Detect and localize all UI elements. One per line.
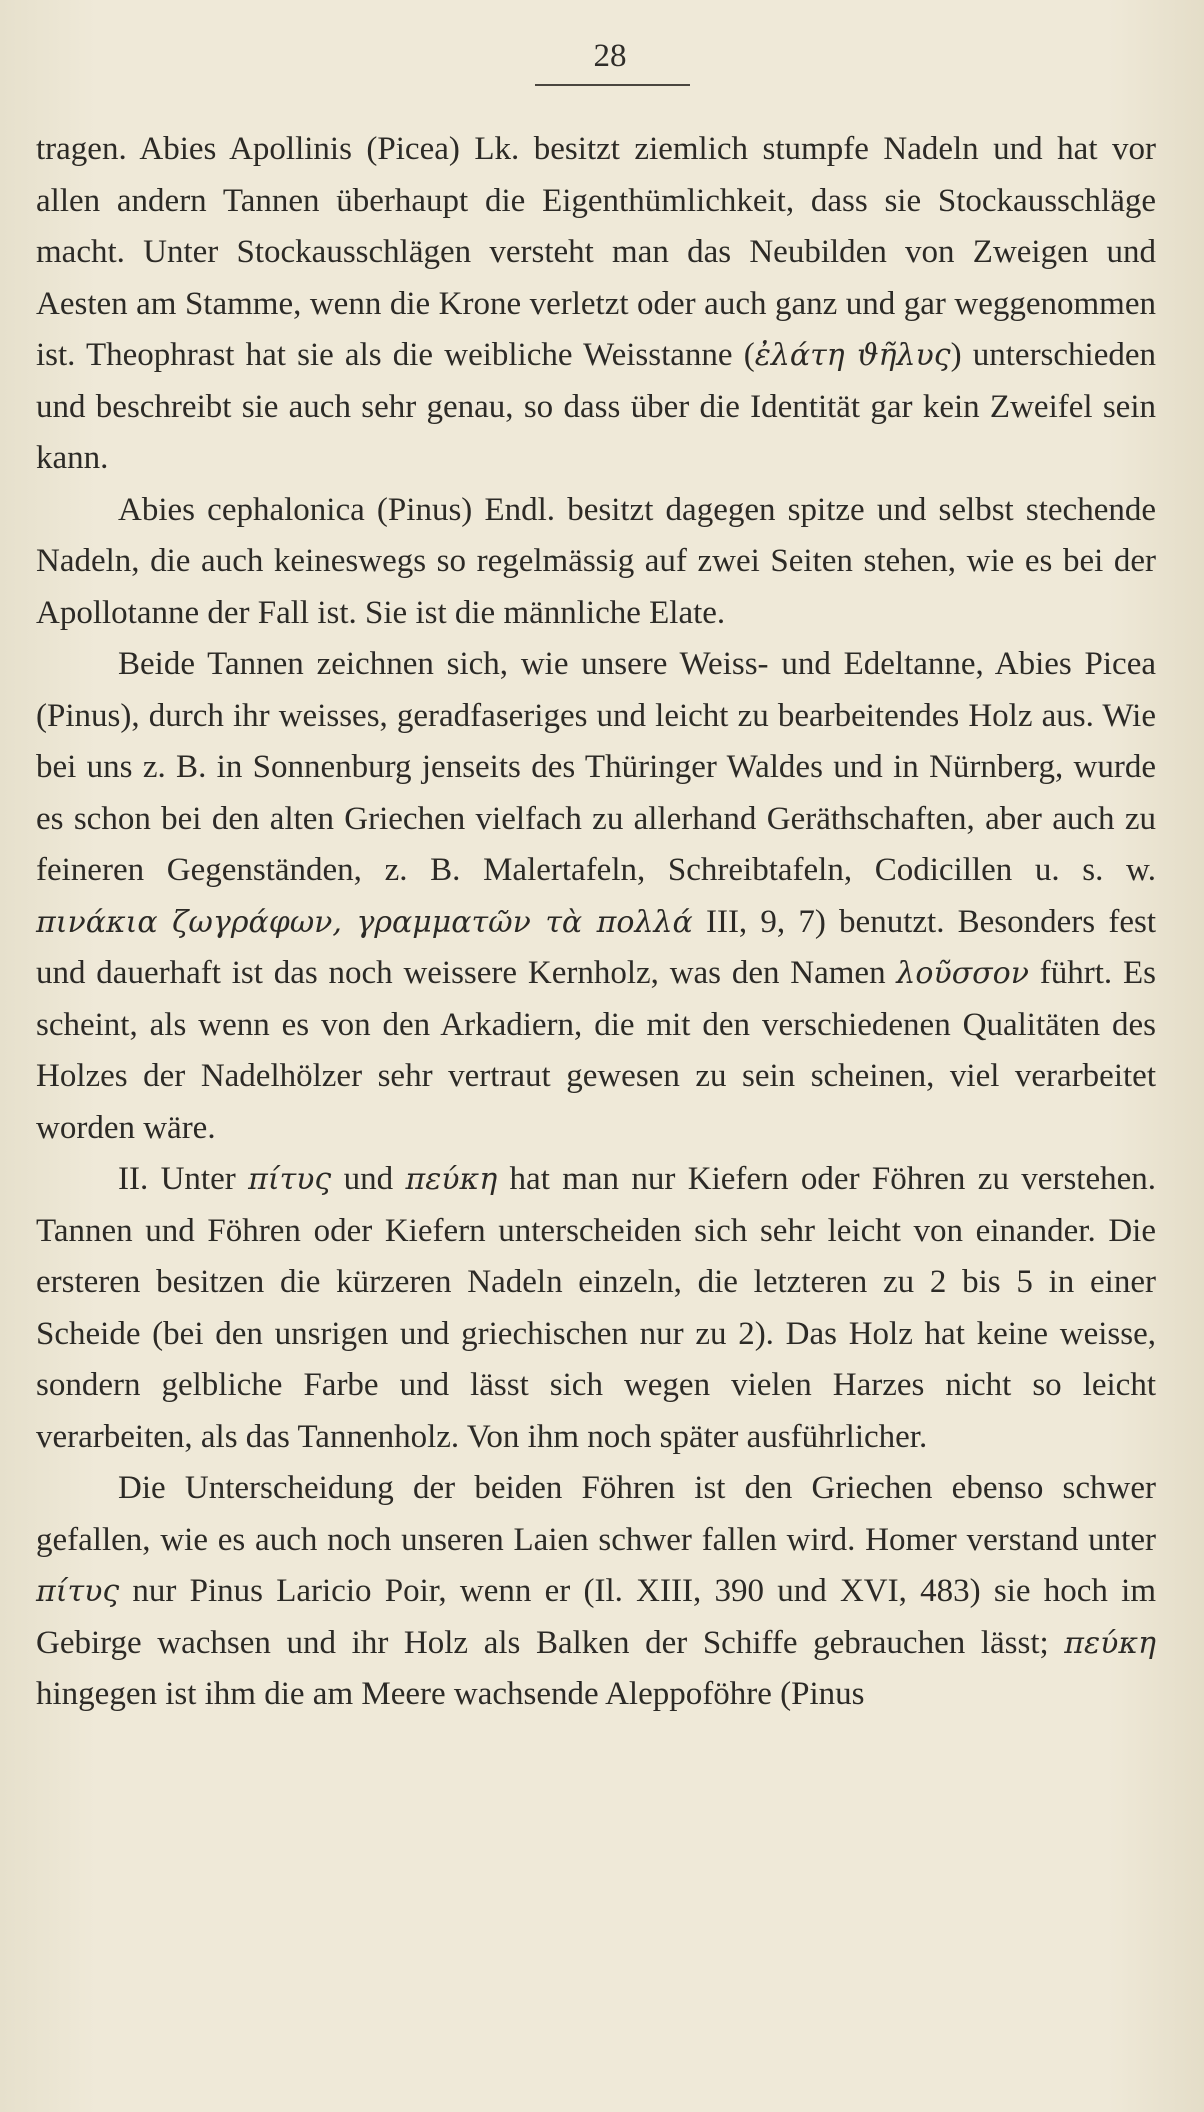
paragraph-text: führt. Es scheint, als wenn es von den Arkadiern, die mit den verschiedenen Qualitäten des Holzes der Nadelhölzer sehr vertraut gewesen zu sein scheinen, viel verarbeitet worden wäre. — [36, 955, 1156, 1146]
greek-term: πίτυς — [36, 1574, 120, 1609]
paragraph-text: nur Pinus Laricio Poir, wenn er (Il. XIII, 390 und XVI, 483) sie hoch im Gebirge wachsen und ihr Holz als Balken der Schiffe gebrauchen lässt; — [36, 1573, 1156, 1661]
paragraph-unterscheidung — [36, 1463, 1156, 1721]
paragraph-text: und — [331, 1161, 406, 1197]
greek-term: πινάκια ζωγράφων, γραμματῶν τὰ πολλά — [36, 904, 693, 940]
paragraph-text: Beide Tannen zeichnen sich, wie unsere Weiss- und Edeltanne, Abies Picea (Pinus), durch ihr weisses, geradfaseriges und leicht zu bearbeitendes Holz aus. Wie bei uns z. B. in Sonnenburg jenseits des Thüringer Waldes und in Nürnberg, wurde es schon bei den alten Griechen vielfach zu allerhand Geräthschaften, aber auch zu feineren Gegenständen, z. B. Malertafeln, Schreibtafeln, Codicillen u. s. w. — [36, 646, 1156, 888]
greek-term: πεύκη — [1064, 1625, 1156, 1661]
paragraph-abies-apollinis — [36, 124, 1156, 485]
paragraph-text: hingegen ist ihm die am Meere wachsende Aleppoföhre (Pinus — [36, 1676, 865, 1712]
greek-term: πίτυς — [248, 1162, 332, 1197]
paragraph-text: Die Unterscheidung der beiden Föhren ist den Griechen ebenso schwer gefallen, wie es auch noch unseren Laien schwer fallen wird. Homer verstand unter — [36, 1470, 1156, 1558]
page-number: 28 — [593, 38, 627, 74]
greek-term: λοῦσσον — [896, 956, 1029, 991]
page-number-underline — [535, 84, 690, 86]
paragraph-text: III, 9, 7) benutzt. Besonders fest und dauerhaft ist das noch weissere Kernholz, was den Namen — [36, 903, 1156, 991]
paragraph-text: Abies cephalonica (Pinus) Endl. besitzt dagegen spitze und selbst stechende Nadeln, die auch keineswegs so regelmässig auf zwei Seiten stehen, wie es bei der Apollotanne der Fall ist. Sie ist die männliche Elate. — [36, 491, 1156, 631]
paragraph-text: hat man nur Kiefern oder Föhren zu verstehen. Tannen und Föhren oder Kiefern unterscheiden sich sehr leicht von einander. Die ersteren besitzen die kürzeren Nadeln einzeln, die letzteren zu 2 bis 5 in einer Scheide (bei den unsrigen und griechischen nur zu 2). Das Holz hat keine weisse, sondern gelbliche Farbe und lässt sich wegen vielen Harzes nicht so leicht verarbeiten, als das Tannenholz. Von ihm noch später ausführlicher. — [36, 1161, 1157, 1455]
paragraph-text: tragen. Abies Apollinis (Picea) Lk. besitzt ziemlich stumpfe Nadeln und hat vor allen andern Tannen überhaupt die Eigenthümlichkeit, dass sie Stockausschläge macht. Unter Stockausschlägen versteht man das Neubilden von Zweigen und Aesten am Stamme, wenn die Krone verletzt oder auch ganz und gar weggenommen ist. Theophrast hat sie als die weibliche Weisstanne ( — [36, 131, 1156, 373]
paragraph-beide-tannen — [36, 639, 1156, 1154]
paragraph-text: ) unterschieden und beschreibt sie auch sehr genau, so dass über die Identität gar kein Zweifel sein kann. — [36, 337, 1157, 476]
paragraph-section-ii — [36, 1154, 1156, 1463]
paragraph-text: II. Unter — [118, 1161, 249, 1197]
body-text — [36, 124, 1156, 1721]
paragraph-abies-cephalonica — [36, 485, 1156, 640]
greek-term: πεύκη — [405, 1162, 498, 1197]
greek-term: ἐλάτη ϑῆλυς — [754, 338, 951, 373]
